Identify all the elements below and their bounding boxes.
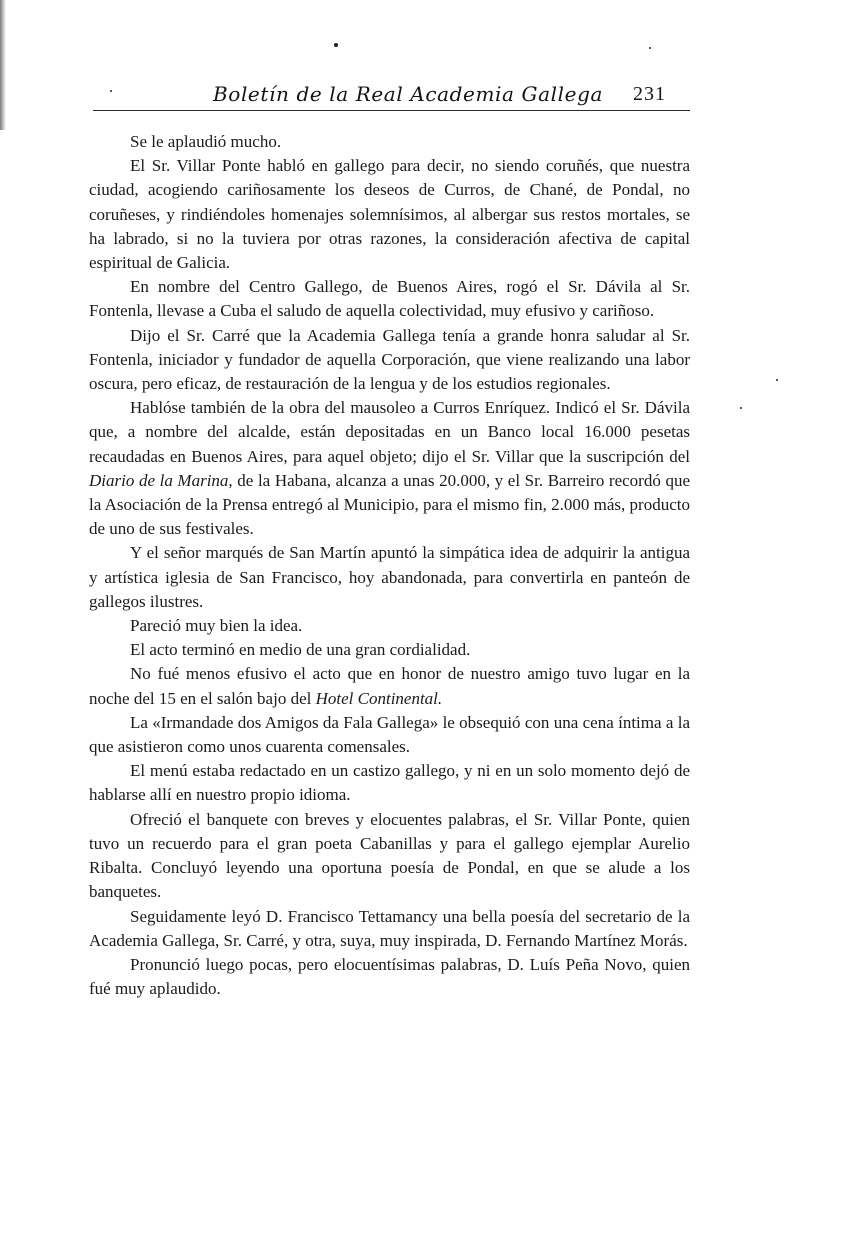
paragraph-text: No fué menos efusivo el acto que en honor de nuestro amigo tuvo lugar en la noche del 15 en el salón bajo del — [89, 664, 690, 708]
header-rule — [93, 110, 690, 111]
paragraph: Ofreció el banquete con breves y elocuentes palabras, el Sr. Villar Ponte, quien tuvo un recuerdo para el gran poeta Cabanillas y para el gallego ejemplar Aurelio Ribalta. Concluyó leyendo una oportuna poesía de Pondal, en que se alude a los banquetes. — [89, 809, 690, 902]
paragraph: El menú estaba redactado en un castizo gallego, y ni en un solo momento dejó de hablarse allí en nuestro propio idioma. — [89, 761, 690, 805]
paragraph: Seguidamente leyó D. Francisco Tettamancy una bella poesía del secretario de la Academia Gallega, Sr. Carré, y otra, suya, muy inspirada, D. Fernando Martínez Morás. — [89, 906, 690, 950]
hotel-name: Hotel Continental. — [315, 688, 443, 708]
paragraph: En nombre del Centro Gallego, de Buenos Aires, rogó el Sr. Dávila al Sr. Fontenla, llevase a Cuba el saludo de aquella colectividad, muy efusivo y cariñoso. — [89, 277, 690, 321]
paragraph: Y el señor marqués de San Martín apuntó la simpática idea de adquirir la antigua y artística iglesia de San Francisco, hoy abandonada, para convertirla en panteón de gallegos ilustres. — [89, 543, 690, 611]
paragraph: El Sr. Villar Ponte habló en gallego para decir, no siendo coruñés, que nuestra ciudad, acogiendo cariñosamente los deseos de Curros, de Chané, de Pondal, no coruñeses, y rindiéndoles homenajes solemnísimos, al albergar sus restos mortales, se ha labrado, si no la tuviera por otras razones, la consideración afectiva de capital espiritual de Galicia. — [89, 156, 690, 273]
journal-title: Boletín de la Real Academia Gallega — [213, 82, 603, 106]
paragraph: Pronunció luego pocas, pero elocuentísimas palabras, D. Luís Peña Novo, quien fué muy aplaudido. — [89, 954, 690, 999]
ink-speck — [740, 407, 742, 409]
paragraph: El acto terminó en medio de una gran cordialidad. — [130, 640, 471, 660]
ink-speck — [776, 379, 778, 381]
newspaper-title: Diario de la Marina, — [89, 470, 233, 490]
running-header — [93, 78, 693, 112]
article-body — [89, 130, 690, 1001]
paragraph: La «Irmandade dos Amigos da Fala Gallega» le obsequió con una cena íntima a la que asistieron como unos cuarenta comensales. — [89, 712, 690, 757]
paragraph: Pareció muy bien la idea. — [130, 616, 303, 636]
ink-speck — [334, 43, 338, 47]
page-number: 231 — [633, 83, 666, 105]
page-edge-shadow — [0, 0, 6, 130]
paragraph: Se le aplaudió mucho. — [130, 132, 282, 151]
paragraph — [89, 396, 690, 541]
paragraph-text: Hablóse también de la obra del mausoleo a Curros Enríquez. Indicó el Sr. Dávila que, a nombre del alcalde, están depositadas en un Banco local 16.000 pesetas recaudadas en Buenos Aires, para aquel objeto; dijo el Sr. Villar que la suscripción del — [89, 398, 690, 466]
paragraph — [89, 662, 690, 710]
paragraph: Dijo el Sr. Carré que la Academia Gallega tenía a grande honra saludar al Sr. Fontenla, iniciador y fundador de aquella Corporación, que viene realizando una labor oscura, pero eficaz, de restauración de la lengua y de los estudios regionales. — [89, 325, 690, 394]
ink-speck — [649, 47, 651, 49]
paragraph-text: de la Habana, alcanza a unas 20.000, y el Sr. Barreiro recordó que la Asociación de la Prensa entregó al Municipio, para el mismo fin, 2.000 más, producto de uno de sus festivales. — [89, 470, 690, 539]
